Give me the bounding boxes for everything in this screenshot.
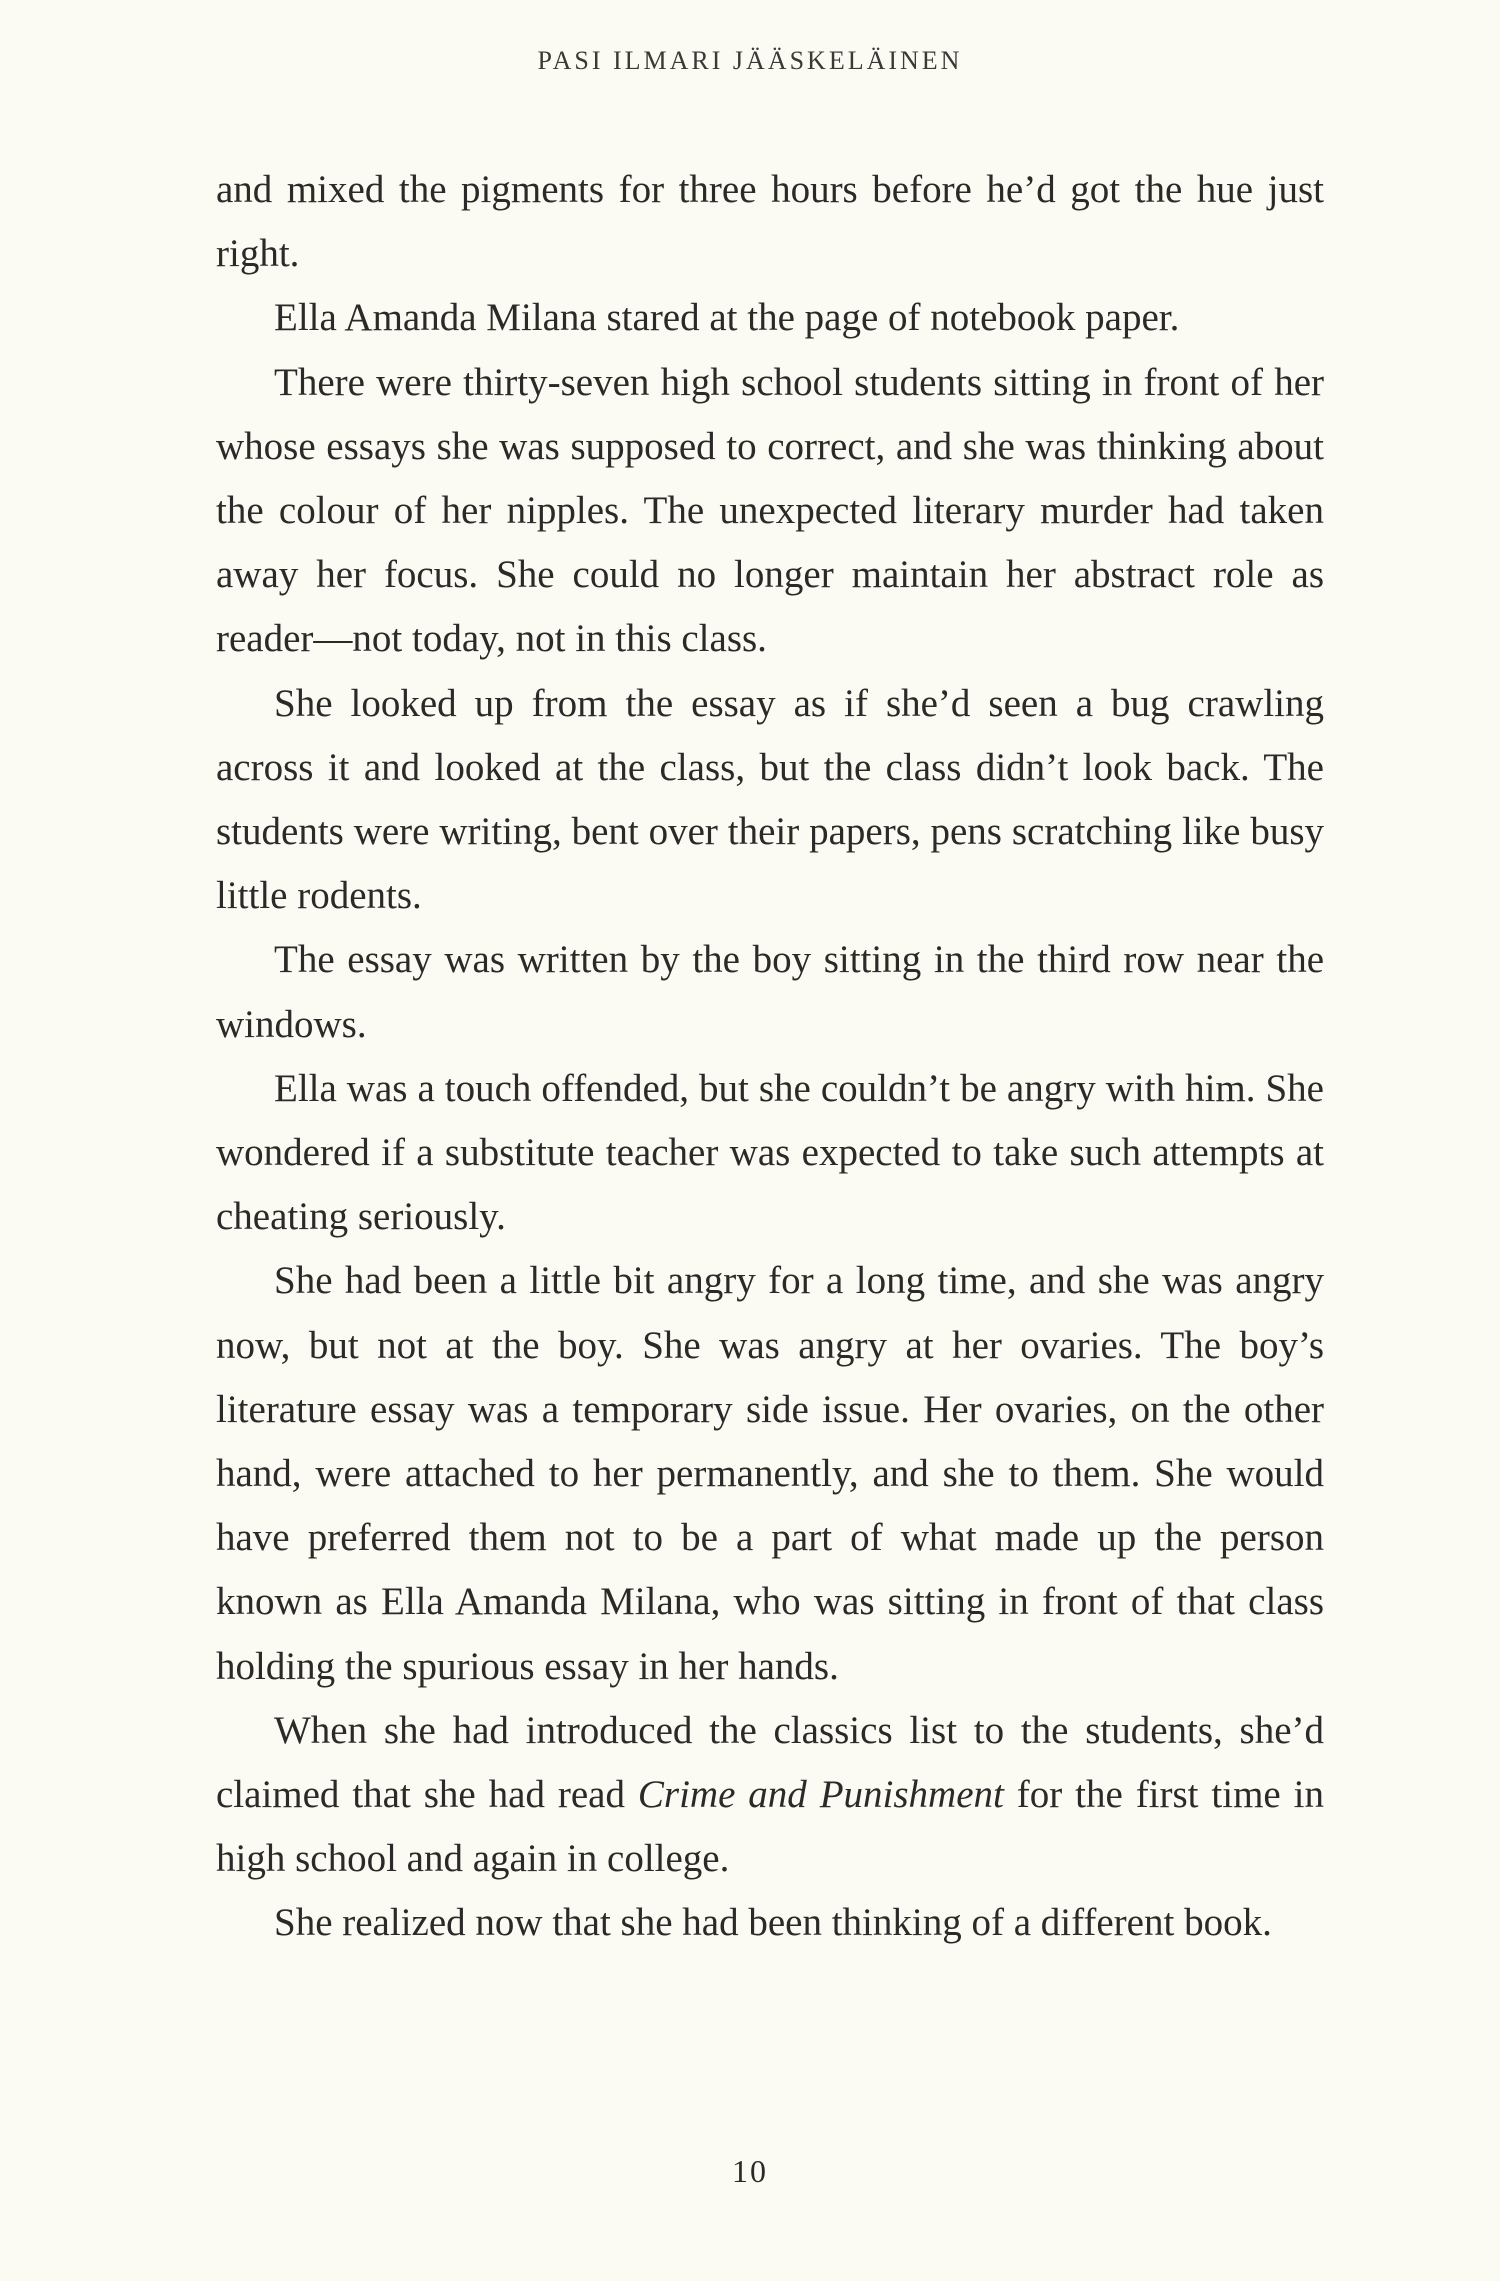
paragraph: She looked up from the essay as if she’d seen a bug crawling across it and looked at the class, but the class didn’t look back. The students were writing, bent over their papers, pens scratching like busy little rodents.: [216, 681, 1324, 918]
body-text: [216, 158, 1324, 1956]
paragraph-continuation: and mixed the pigments for three hours before he’d got the hue just right.: [216, 168, 1324, 276]
paragraph: The essay was written by the boy sitting in the third row near the windows.: [216, 938, 1324, 1046]
running-head: PASI ILMARI JÄÄSKELÄINEN: [537, 46, 963, 75]
paragraph-with-title: [216, 1699, 1324, 1892]
book-title: Crime and Punishment: [637, 1773, 1004, 1817]
paragraph: She had been a little bit angry for a long time, and she was angry now, but not at the boy. She was angry at her ovaries. The boy’s literature essay was a temporary side issue. Her ovaries, on the other hand, were attached to her permanently, and she to them. She would have preferred them not to be a part of what made up the person known as Ella Amanda Milana, who was sitting in front of that class holding the spurious essay in her hands.: [216, 1259, 1324, 1688]
paragraph: Ella was a touch offended, but she couldn’t be angry with him. She wondered if a substitute teacher was expected to take such attempts at cheating seriously.: [216, 1066, 1324, 1239]
page-number: 10: [732, 2153, 768, 2189]
paragraph: Ella Amanda Milana stared at the page of notebook paper.: [274, 296, 1180, 340]
paragraph: She realized now that she had been thinking of a different book.: [274, 1901, 1272, 1945]
paragraph-text-before-title: When she had introduced the classics list to the students, she’d claimed that she had read: [216, 1708, 1324, 1817]
paragraph-text-after-title: for the first time in high school and again in college.: [216, 1773, 1324, 1881]
paragraph: There were thirty-seven high school students sitting in front of her whose essays she was supposed to correct, and she was thinking about the colour of her nipples. The unexpected literary murder had taken away her focus. She could no longer maintain her abstract role as reader—not today, not in this class.: [216, 360, 1324, 661]
